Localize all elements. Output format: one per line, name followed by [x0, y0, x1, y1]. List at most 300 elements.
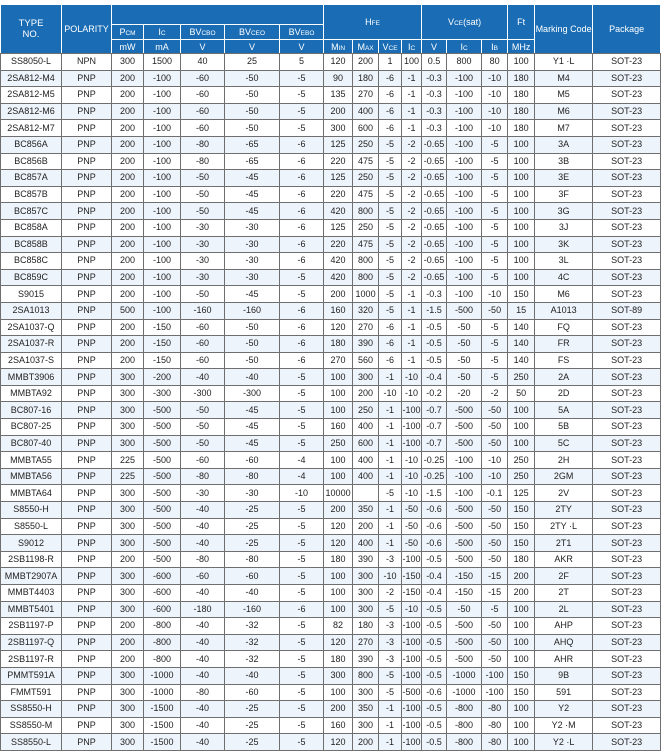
table-header	[1, 5, 661, 54]
cell-bvcbo: -40	[181, 701, 225, 718]
cell-hfe-max: 320	[353, 302, 379, 319]
cell-ic: -150	[144, 319, 181, 336]
cell-bvceo: -60	[225, 684, 280, 701]
cell-vcesat-v: -0.25	[422, 452, 447, 469]
cell-vcesat-ic: -500	[447, 302, 482, 319]
header-sat-ic-main: I	[460, 41, 463, 52]
cell-vcesat-v: -0.5	[422, 667, 447, 684]
cell-hfe-max: 200	[353, 54, 379, 71]
cell-polarity: PNP	[62, 120, 112, 137]
header-hfe-sub: FE	[371, 20, 380, 27]
cell-hfe-max: 300	[353, 684, 379, 701]
cell-type-no: MMBT5401	[1, 601, 62, 618]
cell-package: SOT-23	[593, 684, 661, 701]
cell-bvebo: -5	[280, 551, 324, 568]
cell-bvebo: -5	[280, 419, 324, 436]
cell-bvceo: -25	[225, 734, 280, 751]
cell-vcesat-ic: -100	[447, 253, 482, 270]
cell-bvceo: -45	[225, 170, 280, 187]
cell-package: SOT-23	[593, 120, 661, 137]
cell-vcesat-v: -0.4	[422, 568, 447, 585]
cell-hfe-vce: -5	[379, 186, 402, 203]
cell-ic: -100	[144, 120, 181, 137]
cell-marking-code: 5C	[535, 435, 593, 452]
cell-bvebo: -5	[280, 369, 324, 386]
cell-marking-code: 3A	[535, 136, 593, 153]
cell-package: SOT-23	[593, 236, 661, 253]
cell-type-no: 2SA812-M6	[1, 103, 62, 120]
cell-bvebo: -6	[280, 136, 324, 153]
cell-ft: 250	[508, 369, 535, 386]
cell-vcesat-v: -0.3	[422, 87, 447, 104]
cell-polarity: PNP	[62, 684, 112, 701]
header-hfe-min-sub: IN	[338, 44, 346, 52]
cell-marking-code: A1013	[535, 302, 593, 319]
cell-package: SOT-23	[593, 701, 661, 718]
cell-hfe-vce: -10	[379, 385, 402, 402]
cell-bvceo: -80	[225, 551, 280, 568]
cell-ft: 100	[508, 54, 535, 71]
cell-hfe-ic: -2	[402, 253, 422, 270]
cell-hfe-max: 400	[353, 419, 379, 436]
cell-marking-code: 2T	[535, 585, 593, 602]
cell-bvcbo: -30	[181, 253, 225, 270]
cell-package: SOT-23	[593, 618, 661, 635]
cell-ft: 250	[508, 452, 535, 469]
cell-ic: -600	[144, 601, 181, 618]
cell-ic: -100	[144, 87, 181, 104]
cell-hfe-ic: -10	[402, 485, 422, 502]
cell-polarity: PNP	[62, 170, 112, 187]
cell-ft: 200	[508, 568, 535, 585]
cell-ic: -600	[144, 585, 181, 602]
cell-vcesat-ic: -100	[447, 468, 482, 485]
cell-polarity: PNP	[62, 618, 112, 635]
cell-ic: -500	[144, 419, 181, 436]
cell-hfe-min: 220	[324, 186, 353, 203]
cell-bvebo: 5	[280, 54, 324, 71]
cell-hfe-max: 400	[353, 535, 379, 552]
cell-vcesat-ib: -50	[482, 518, 508, 535]
cell-ic: -100	[144, 302, 181, 319]
unit-bvcbo: V	[181, 40, 225, 54]
header-bvceo-sub: CEO	[250, 30, 266, 37]
cell-type-no: MMBT3906	[1, 369, 62, 386]
cell-hfe-min: 90	[324, 70, 353, 87]
table-row	[1, 618, 661, 635]
cell-hfe-min: 420	[324, 253, 353, 270]
cell-pcm: 200	[112, 170, 144, 187]
cell-polarity: PNP	[62, 236, 112, 253]
cell-vcesat-ic: -150	[447, 585, 482, 602]
header-blank-ratings	[112, 5, 324, 25]
cell-vcesat-ib: -10	[482, 452, 508, 469]
cell-bvceo: -30	[225, 485, 280, 502]
cell-vcesat-ib: -50	[482, 502, 508, 519]
cell-hfe-vce: -3	[379, 618, 402, 635]
cell-vcesat-ic: -100	[447, 452, 482, 469]
header-ic-sub: C	[160, 30, 166, 37]
cell-ft: 150	[508, 667, 535, 684]
cell-ft: 150	[508, 502, 535, 519]
header-bvcbo	[181, 25, 225, 40]
cell-vcesat-ic: -500	[447, 502, 482, 519]
cell-vcesat-v: -0.3	[422, 120, 447, 137]
cell-type-no: S9012	[1, 535, 62, 552]
cell-hfe-ic: -10	[402, 369, 422, 386]
cell-package: SOT-23	[593, 54, 661, 71]
cell-hfe-min: 120	[324, 319, 353, 336]
unit-bvebo: V	[280, 40, 324, 54]
cell-hfe-vce: -5	[379, 170, 402, 187]
cell-type-no: MMBTA56	[1, 468, 62, 485]
header-no-label: NO.	[22, 29, 40, 40]
header-hfe	[324, 5, 422, 40]
cell-vcesat-ic: -50	[447, 336, 482, 353]
cell-bvceo: -30	[225, 236, 280, 253]
table-row	[1, 286, 661, 303]
cell-vcesat-v: -0.4	[422, 369, 447, 386]
cell-hfe-max: 600	[353, 435, 379, 452]
cell-hfe-ic: 100	[402, 54, 422, 71]
cell-polarity: NPN	[62, 54, 112, 71]
cell-ft: 100	[508, 203, 535, 220]
cell-vcesat-ic: -100	[447, 203, 482, 220]
header-pcm	[112, 25, 144, 40]
cell-bvebo: -6	[280, 170, 324, 187]
header-bvcbo-sub: CBO	[201, 30, 216, 37]
cell-ic: -800	[144, 634, 181, 651]
cell-ic: -100	[144, 253, 181, 270]
cell-ic: -500	[144, 535, 181, 552]
cell-type-no: BC859C	[1, 269, 62, 286]
header-hfe-ic	[402, 40, 422, 54]
cell-polarity: PNP	[62, 734, 112, 751]
cell-hfe-min: 300	[324, 120, 353, 137]
cell-hfe-min: 100	[324, 568, 353, 585]
cell-hfe-min: 120	[324, 535, 353, 552]
cell-vcesat-ib: -80	[482, 701, 508, 718]
cell-type-no: 2SB1197-Q	[1, 634, 62, 651]
cell-vcesat-ib: -5	[482, 203, 508, 220]
cell-bvceo: -160	[225, 302, 280, 319]
cell-polarity: PNP	[62, 502, 112, 519]
cell-vcesat-v: -0.5	[422, 618, 447, 635]
cell-type-no: 2SA1037-Q	[1, 319, 62, 336]
table-row	[1, 535, 661, 552]
cell-vcesat-ic: -100	[447, 70, 482, 87]
cell-vcesat-ic: -100	[447, 286, 482, 303]
cell-hfe-ic: -10	[402, 452, 422, 469]
cell-bvcbo: -50	[181, 170, 225, 187]
table-row	[1, 170, 661, 187]
cell-type-no: MMBTA92	[1, 385, 62, 402]
table-row	[1, 717, 661, 734]
cell-ic: -500	[144, 435, 181, 452]
cell-bvcbo: -300	[181, 385, 225, 402]
unit-bvceo: V	[225, 40, 280, 54]
cell-vcesat-ic: -100	[447, 186, 482, 203]
cell-vcesat-v: -0.65	[422, 186, 447, 203]
cell-package: SOT-23	[593, 667, 661, 684]
cell-pcm: 200	[112, 336, 144, 353]
cell-hfe-min: 160	[324, 717, 353, 734]
cell-vcesat-ib: -10	[482, 87, 508, 104]
cell-type-no: BC807-25	[1, 419, 62, 436]
cell-vcesat-ic: -500	[447, 651, 482, 668]
cell-bvceo: -30	[225, 269, 280, 286]
transistor-spec-table-container	[0, 4, 660, 751]
header-hfe-min	[324, 40, 353, 54]
cell-marking-code: 3B	[535, 153, 593, 170]
cell-marking-code: 3G	[535, 203, 593, 220]
cell-package: SOT-23	[593, 286, 661, 303]
cell-vcesat-v: -0.7	[422, 419, 447, 436]
cell-hfe-vce: -1	[379, 734, 402, 751]
cell-pcm: 200	[112, 651, 144, 668]
cell-vcesat-ib: -80	[482, 734, 508, 751]
cell-vcesat-ic: -100	[447, 136, 482, 153]
cell-bvebo: -5	[280, 684, 324, 701]
cell-ic: -500	[144, 402, 181, 419]
cell-type-no: BC858B	[1, 236, 62, 253]
cell-hfe-ic: -50	[402, 502, 422, 519]
cell-vcesat-ib: -5	[482, 253, 508, 270]
cell-vcesat-ic: -50	[447, 352, 482, 369]
cell-ft: 100	[508, 435, 535, 452]
cell-bvebo: -5	[280, 667, 324, 684]
cell-hfe-vce: -1	[379, 535, 402, 552]
cell-pcm: 300	[112, 518, 144, 535]
cell-package: SOT-23	[593, 502, 661, 519]
cell-marking-code: 2A	[535, 369, 593, 386]
cell-bvceo: -60	[225, 568, 280, 585]
cell-vcesat-ic: -500	[447, 551, 482, 568]
cell-ic: -100	[144, 286, 181, 303]
header-sat-ic-sub: C	[462, 44, 468, 52]
cell-bvebo: -6	[280, 203, 324, 220]
cell-polarity: PNP	[62, 468, 112, 485]
cell-hfe-min: 420	[324, 203, 353, 220]
cell-pcm: 200	[112, 253, 144, 270]
cell-hfe-ic: -100	[402, 618, 422, 635]
cell-pcm: 300	[112, 435, 144, 452]
table-row	[1, 369, 661, 386]
cell-bvcbo: -60	[181, 319, 225, 336]
cell-marking-code: AHQ	[535, 634, 593, 651]
cell-package: SOT-23	[593, 136, 661, 153]
table-row	[1, 485, 661, 502]
cell-polarity: PNP	[62, 485, 112, 502]
cell-hfe-min: 250	[324, 435, 353, 452]
cell-vcesat-v: -0.5	[422, 601, 447, 618]
cell-bvebo: -6	[280, 186, 324, 203]
cell-bvcbo: -50	[181, 286, 225, 303]
cell-vcesat-ib: -5	[482, 369, 508, 386]
cell-hfe-max: 390	[353, 551, 379, 568]
cell-hfe-min: 200	[324, 502, 353, 519]
cell-polarity: PNP	[62, 402, 112, 419]
cell-hfe-max: 600	[353, 120, 379, 137]
cell-ft: 100	[508, 701, 535, 718]
cell-ft: 100	[508, 186, 535, 203]
cell-vcesat-ic: -500	[447, 435, 482, 452]
table-row	[1, 120, 661, 137]
table-row	[1, 435, 661, 452]
cell-hfe-min: 125	[324, 170, 353, 187]
cell-pcm: 200	[112, 70, 144, 87]
cell-hfe-max: 250	[353, 219, 379, 236]
cell-hfe-vce: -1	[379, 435, 402, 452]
cell-ic: -100	[144, 236, 181, 253]
cell-vcesat-ib: -10	[482, 468, 508, 485]
cell-marking-code: 3L	[535, 253, 593, 270]
cell-vcesat-v: -0.5	[422, 319, 447, 336]
cell-hfe-ic: -1	[402, 87, 422, 104]
cell-ic: -1500	[144, 734, 181, 751]
cell-hfe-ic: -2	[402, 203, 422, 220]
cell-bvcbo: -60	[181, 336, 225, 353]
cell-package: SOT-23	[593, 485, 661, 502]
cell-vcesat-ic: -50	[447, 319, 482, 336]
cell-hfe-min: 180	[324, 551, 353, 568]
cell-hfe-vce: -5	[379, 219, 402, 236]
cell-type-no: 2SA1037-S	[1, 352, 62, 369]
cell-ic: -500	[144, 518, 181, 535]
cell-ft: 100	[508, 170, 535, 187]
cell-polarity: PNP	[62, 385, 112, 402]
cell-ft: 100	[508, 253, 535, 270]
cell-bvcbo: -50	[181, 435, 225, 452]
cell-vcesat-v: -0.5	[422, 651, 447, 668]
cell-vcesat-v: -0.65	[422, 253, 447, 270]
cell-marking-code: M6	[535, 286, 593, 303]
cell-hfe-ic: -1	[402, 319, 422, 336]
cell-marking-code: FR	[535, 336, 593, 353]
cell-vcesat-ib: -10	[482, 120, 508, 137]
cell-hfe-vce: -1	[379, 502, 402, 519]
cell-hfe-vce: -5	[379, 153, 402, 170]
cell-bvebo: -5	[280, 269, 324, 286]
cell-package: SOT-23	[593, 551, 661, 568]
cell-hfe-max: 270	[353, 87, 379, 104]
cell-hfe-min: 180	[324, 336, 353, 353]
cell-hfe-ic: -100	[402, 419, 422, 436]
cell-pcm: 300	[112, 684, 144, 701]
cell-vcesat-v: -0.5	[422, 717, 447, 734]
cell-hfe-max: 560	[353, 352, 379, 369]
cell-type-no: 2SA1037-R	[1, 336, 62, 353]
cell-marking-code: 2H	[535, 452, 593, 469]
cell-ft: 100	[508, 634, 535, 651]
cell-marking-code: M6	[535, 103, 593, 120]
table-row	[1, 352, 661, 369]
cell-hfe-min: 125	[324, 219, 353, 236]
cell-bvceo: -40	[225, 585, 280, 602]
cell-hfe-vce: -5	[379, 203, 402, 220]
cell-ft: 150	[508, 518, 535, 535]
cell-package: SOT-23	[593, 352, 661, 369]
cell-bvebo: -4	[280, 468, 324, 485]
unit-pcm: mW	[112, 40, 144, 54]
cell-vcesat-v: -0.2	[422, 385, 447, 402]
cell-hfe-max: 800	[353, 253, 379, 270]
cell-marking-code: 2T1	[535, 535, 593, 552]
cell-ft: 50	[508, 385, 535, 402]
cell-package: SOT-23	[593, 601, 661, 618]
cell-vcesat-ic: -150	[447, 568, 482, 585]
header-vcesat-suffix: (sat)	[463, 17, 482, 27]
cell-package: SOT-23	[593, 402, 661, 419]
cell-bvcbo: -80	[181, 684, 225, 701]
cell-ft: 100	[508, 419, 535, 436]
cell-package: SOT-23	[593, 103, 661, 120]
cell-hfe-ic: -2	[402, 186, 422, 203]
cell-bvebo: -5	[280, 634, 324, 651]
cell-hfe-ic: -2	[402, 219, 422, 236]
cell-package: SOT-23	[593, 568, 661, 585]
cell-vcesat-ic: -500	[447, 402, 482, 419]
header-hfe-max-main: M	[357, 41, 365, 52]
cell-ic: -500	[144, 551, 181, 568]
cell-hfe-min: 100	[324, 585, 353, 602]
cell-vcesat-ic: -50	[447, 601, 482, 618]
cell-polarity: PNP	[62, 219, 112, 236]
header-ic-main: I	[158, 27, 161, 37]
header-sat-ib-sub: B	[493, 44, 498, 52]
cell-marking-code: 2L	[535, 601, 593, 618]
cell-type-no: S8550-H	[1, 502, 62, 519]
cell-hfe-min: 220	[324, 153, 353, 170]
cell-bvceo: -50	[225, 352, 280, 369]
cell-hfe-vce: -5	[379, 269, 402, 286]
cell-bvebo: -5	[280, 402, 324, 419]
header-vcesat	[422, 5, 508, 40]
cell-marking-code: AHR	[535, 651, 593, 668]
cell-polarity: PNP	[62, 186, 112, 203]
cell-hfe-vce: -5	[379, 286, 402, 303]
unit-sat-v: V	[422, 40, 447, 54]
cell-polarity: PNP	[62, 585, 112, 602]
header-vcesat-sub: CE	[454, 20, 464, 27]
cell-hfe-max: 800	[353, 203, 379, 220]
cell-bvebo: -5	[280, 286, 324, 303]
cell-package: SOT-23	[593, 634, 661, 651]
cell-vcesat-ib: -50	[482, 618, 508, 635]
cell-marking-code: 3E	[535, 170, 593, 187]
cell-bvebo: -5	[280, 734, 324, 751]
cell-ft: 150	[508, 535, 535, 552]
cell-polarity: PNP	[62, 535, 112, 552]
cell-type-no: BC807-40	[1, 435, 62, 452]
cell-hfe-vce: -5	[379, 236, 402, 253]
cell-bvceo: -30	[225, 253, 280, 270]
cell-polarity: PNP	[62, 651, 112, 668]
cell-marking-code: 3F	[535, 186, 593, 203]
cell-pcm: 225	[112, 452, 144, 469]
cell-pcm: 200	[112, 236, 144, 253]
cell-hfe-vce: -1	[379, 518, 402, 535]
cell-type-no: MMBTA55	[1, 452, 62, 469]
table-row	[1, 651, 661, 668]
cell-bvceo: -25	[225, 701, 280, 718]
cell-bvebo: -6	[280, 601, 324, 618]
table-row	[1, 136, 661, 153]
cell-hfe-max: 200	[353, 734, 379, 751]
cell-bvebo: -5	[280, 87, 324, 104]
cell-bvcbo: -40	[181, 618, 225, 635]
cell-hfe-vce: -1	[379, 468, 402, 485]
